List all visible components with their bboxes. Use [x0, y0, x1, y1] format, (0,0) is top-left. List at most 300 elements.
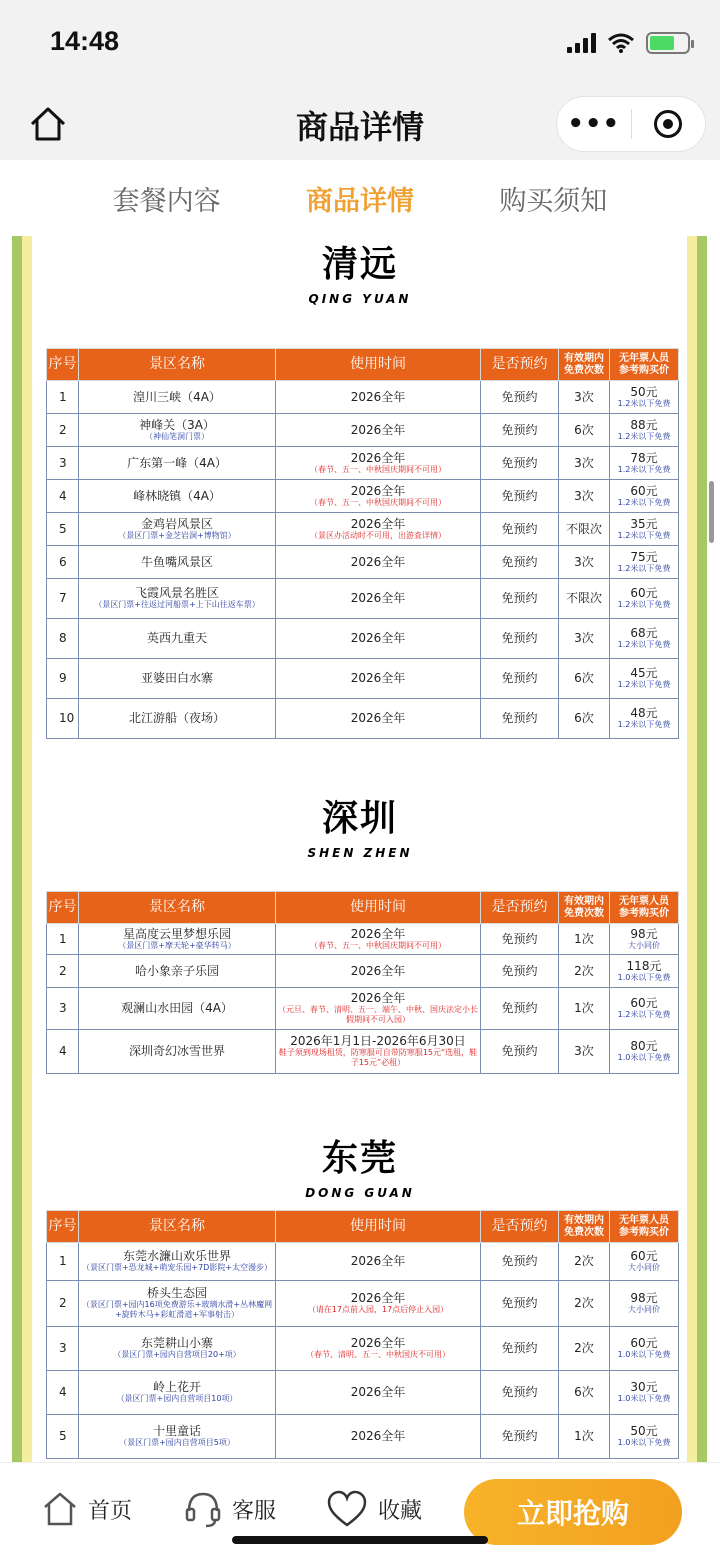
price: 60元	[630, 1249, 658, 1263]
price-note: 1.2米以下免费	[617, 497, 671, 507]
free-count: 不限次	[559, 513, 610, 546]
scenic-name-cell	[79, 1030, 276, 1074]
header-price-line2: 参考购买价	[619, 1226, 669, 1238]
home-tab-button[interactable]	[42, 1487, 132, 1531]
price: 50元	[630, 384, 658, 399]
ticket-table-shenzhen	[46, 891, 679, 1074]
price-note: 1.0米以下免费	[617, 1394, 671, 1403]
use-time: 2026全年	[350, 483, 406, 498]
reservation-status: 免预约	[481, 513, 559, 546]
scenic-name-cell	[79, 1371, 276, 1415]
use-time-note: （元旦、春节、清明、五一、端午、中秋、国庆法定小长假期间不可入园）	[278, 1005, 478, 1024]
table-row	[47, 1371, 679, 1415]
price-cell	[610, 1281, 679, 1327]
reservation-status: 免预约	[481, 1030, 559, 1074]
price: 68元	[630, 626, 658, 640]
price: 98元	[630, 926, 658, 941]
price-note: 1.2米以下免费	[617, 640, 671, 649]
table-row	[47, 924, 679, 955]
price-cell	[610, 988, 679, 1030]
use-time-cell	[276, 1243, 481, 1281]
reservation-status: 免预约	[481, 381, 559, 414]
scenic-includes: （景区门票+往返过河船票+上下山往返车票）	[94, 600, 260, 609]
free-count: 6次	[559, 659, 610, 699]
table-row	[47, 1327, 679, 1371]
scenic-name: 岭上花开	[152, 1380, 201, 1394]
scenic-includes: （景区门票+园内自营项目10项）	[116, 1394, 238, 1403]
price-cell	[610, 1243, 679, 1281]
free-count: 1次	[559, 988, 610, 1030]
use-time: 2026全年	[350, 389, 406, 404]
use-time-note: （景区办活动时不可用，出游查详情）	[310, 530, 446, 540]
city-pinyin: QING YUAN	[308, 292, 412, 306]
close-circle-icon	[654, 110, 682, 138]
favorite-button[interactable]	[326, 1487, 422, 1531]
row-index: 5	[47, 1415, 79, 1459]
price: 75元	[630, 549, 658, 564]
use-time-cell	[276, 955, 481, 988]
header-free-count	[559, 349, 610, 381]
scenic-name-cell	[79, 988, 276, 1030]
table-row	[47, 447, 679, 480]
scenic-name: 星高度云里梦想乐园	[122, 926, 231, 941]
scenic-includes: （景区门票+园内16项免费游乐+玻璃水滑+丛林魔网+旋转木马+彩虹滑道+军事射击）	[81, 1300, 273, 1319]
use-time-cell	[276, 699, 481, 739]
row-index: 10	[47, 699, 79, 739]
use-time-cell	[276, 619, 481, 659]
price-note: 1.2米以下免费	[617, 530, 671, 540]
header-reservation: 是否预约	[481, 1211, 559, 1243]
use-time-note: （春节、五一、中秋国庆期间不可用）	[310, 940, 446, 950]
tab-bar	[0, 160, 720, 236]
use-time: 2026全年	[350, 1429, 406, 1443]
free-count: 3次	[559, 480, 610, 513]
tab-package[interactable]: 套餐内容	[112, 185, 221, 217]
price-cell	[610, 480, 679, 513]
reservation-status: 免预约	[481, 1327, 559, 1371]
price-cell	[610, 1415, 679, 1459]
heart-icon	[326, 1490, 368, 1528]
free-count: 不限次	[559, 579, 610, 619]
price-cell	[610, 924, 679, 955]
use-time: 2026全年	[350, 963, 406, 978]
close-button[interactable]	[632, 110, 706, 138]
free-count: 3次	[559, 1030, 610, 1074]
table-row	[47, 579, 679, 619]
use-time: 2026全年	[350, 1336, 406, 1350]
price-cell	[610, 1371, 679, 1415]
use-time-cell	[276, 1281, 481, 1327]
use-time-cell	[276, 1371, 481, 1415]
header-reference-price	[610, 1211, 679, 1243]
table-header-row	[47, 892, 679, 924]
price-cell	[610, 546, 679, 579]
header-price-line2: 参考购买价	[619, 364, 669, 376]
header-free-count	[559, 1211, 610, 1243]
header-use-time: 使用时间	[276, 892, 481, 924]
scenic-includes: （神仙笔洞门票）	[145, 431, 209, 441]
price-note: 1.2米以下免费	[617, 398, 671, 408]
price: 48元	[630, 706, 658, 720]
section-title-dongguan	[0, 1138, 720, 1200]
table-row	[47, 699, 679, 739]
free-count: 2次	[559, 1327, 610, 1371]
reservation-status: 免预约	[481, 1415, 559, 1459]
use-time: 2026全年	[350, 926, 406, 941]
free-count: 3次	[559, 546, 610, 579]
reservation-status: 免预约	[481, 579, 559, 619]
scenic-name-cell	[79, 699, 276, 739]
use-time-cell	[276, 546, 481, 579]
price: 118元	[626, 958, 662, 973]
table-row	[47, 381, 679, 414]
header-price-line2: 参考购买价	[619, 907, 669, 919]
header-reference-price	[610, 892, 679, 924]
row-index: 1	[47, 1243, 79, 1281]
use-time-cell	[276, 1415, 481, 1459]
row-index: 3	[47, 447, 79, 480]
price-note: 1.0米以下免费	[617, 1053, 671, 1062]
reservation-status: 免预约	[481, 924, 559, 955]
table-row	[47, 1281, 679, 1327]
price: 78元	[630, 450, 658, 465]
reservation-status: 免预约	[481, 659, 559, 699]
free-count: 3次	[559, 381, 610, 414]
section-title-shenzhen	[0, 798, 720, 860]
nav-bar	[0, 88, 720, 160]
use-time: 2026全年	[350, 1254, 406, 1268]
price: 30元	[630, 1380, 658, 1394]
use-time-note: （春节、五一、中秋国庆期间不可用）	[310, 497, 446, 507]
price-cell	[610, 1327, 679, 1371]
scenic-name-cell	[79, 1415, 276, 1459]
free-count: 3次	[559, 447, 610, 480]
reservation-status: 免预约	[481, 1281, 559, 1327]
signal-icon	[567, 33, 596, 53]
header-scenic-name: 景区名称	[79, 892, 276, 924]
status-bar	[0, 0, 720, 88]
free-count: 6次	[559, 699, 610, 739]
scenic-name-cell	[79, 659, 276, 699]
use-time-cell	[276, 988, 481, 1030]
header-scenic-name: 景区名称	[79, 349, 276, 381]
tab-details[interactable]: 商品详情	[305, 185, 414, 217]
row-index: 4	[47, 1371, 79, 1415]
reservation-status: 免预约	[481, 447, 559, 480]
reservation-status: 免预约	[481, 699, 559, 739]
reservation-status: 免预约	[481, 1371, 559, 1415]
more-dots-icon[interactable]: •••	[567, 109, 621, 139]
header-price-line1: 无年票人员	[619, 352, 669, 364]
buy-now-button[interactable]: 立即抢购	[464, 1479, 682, 1545]
scenic-includes: （景区门票+金芝岩洞+博物馆）	[118, 530, 236, 540]
price: 88元	[630, 417, 658, 432]
table-row	[47, 414, 679, 447]
use-time: 2026全年	[350, 591, 406, 605]
scenic-name: 东莞水濂山欢乐世界	[122, 1249, 231, 1263]
scenic-name: 东莞耕山小寨	[140, 1336, 213, 1350]
row-index: 3	[47, 1327, 79, 1371]
row-index: 4	[47, 1030, 79, 1074]
use-time: 2026全年	[350, 450, 406, 465]
price-cell	[610, 447, 679, 480]
ticket-table-qingyuan	[46, 348, 679, 739]
price: 60元	[630, 586, 658, 600]
use-time-cell	[276, 1030, 481, 1074]
header-free-count-line2: 免费次数	[564, 907, 604, 919]
price: 60元	[630, 1336, 658, 1350]
status-time: 14:48	[50, 26, 120, 56]
price-note: 1.2米以下免费	[617, 464, 671, 474]
row-index: 4	[47, 480, 79, 513]
scenic-name: 英西九重天	[146, 631, 207, 645]
use-time: 2026全年	[350, 711, 406, 725]
reservation-status: 免预约	[481, 1243, 559, 1281]
free-count: 6次	[559, 414, 610, 447]
favorite-label: 收藏	[378, 1498, 423, 1524]
status-icons	[567, 32, 690, 54]
header-price-line1: 无年票人员	[619, 1214, 669, 1226]
scenic-name: 峰林晓镇（4A）	[133, 488, 221, 503]
header-reservation: 是否预约	[481, 892, 559, 924]
price-note: 1.2米以下免费	[617, 680, 671, 689]
price-note: 大小同价	[628, 940, 660, 950]
scrollbar[interactable]	[709, 481, 714, 543]
price-cell	[610, 414, 679, 447]
scenic-name: 北江游船（夜场）	[128, 711, 225, 725]
use-time: 2026全年	[350, 991, 406, 1005]
city-pinyin: SHEN ZHEN	[307, 846, 413, 860]
row-index: 2	[47, 1281, 79, 1327]
use-time-cell	[276, 579, 481, 619]
header-use-time: 使用时间	[276, 1211, 481, 1243]
reservation-status: 免预约	[481, 546, 559, 579]
use-time-cell	[276, 513, 481, 546]
price-cell	[610, 513, 679, 546]
use-time: 2026全年	[350, 671, 406, 685]
use-time: 2026年1月1日-2026年6月30日	[290, 1034, 466, 1048]
page-title: 商品详情	[295, 108, 424, 146]
price-note: 1.2米以下免费	[617, 1010, 671, 1019]
use-time-cell	[276, 414, 481, 447]
price-cell	[610, 1030, 679, 1074]
use-time: 2026全年	[350, 1385, 406, 1399]
headset-icon	[184, 1489, 222, 1529]
use-time-cell	[276, 381, 481, 414]
scenic-name-cell	[79, 955, 276, 988]
header-free-count	[559, 892, 610, 924]
header-scenic-name: 景区名称	[79, 1211, 276, 1243]
scenic-name-cell	[79, 447, 276, 480]
table-row	[47, 513, 679, 546]
scenic-name: 桥头生态园	[146, 1286, 207, 1300]
price-note: 1.0米以下免费	[617, 972, 671, 982]
table-row	[47, 480, 679, 513]
free-count: 2次	[559, 955, 610, 988]
mini-program-capsule	[556, 96, 706, 152]
scenic-name: 神峰关（3A）	[139, 417, 215, 432]
price: 60元	[630, 483, 658, 498]
service-label: 客服	[232, 1498, 277, 1524]
use-time-note: （春节、五一、中秋国庆期间不可用）	[310, 464, 446, 474]
reservation-status: 免预约	[481, 955, 559, 988]
row-index: 9	[47, 659, 79, 699]
use-time-cell	[276, 659, 481, 699]
free-count: 1次	[559, 924, 610, 955]
price-note: 1.2米以下免费	[617, 563, 671, 573]
header-free-count-line2: 免费次数	[564, 364, 604, 376]
detail-content[interactable]	[0, 236, 720, 1462]
header-index: 序号	[47, 1211, 79, 1243]
price: 98元	[630, 1291, 658, 1305]
price: 80元	[630, 1039, 658, 1053]
header-free-count-line1: 有效期内	[564, 1214, 604, 1226]
header-price-line1: 无年票人员	[619, 895, 669, 907]
scenic-name-cell	[79, 513, 276, 546]
reservation-status: 免预约	[481, 619, 559, 659]
table-header-row	[47, 349, 679, 381]
price-note: 1.0米以下免费	[617, 1438, 671, 1447]
price-cell	[610, 579, 679, 619]
price-note: 1.2米以下免费	[617, 431, 671, 441]
header-index: 序号	[47, 349, 79, 381]
use-time-cell	[276, 480, 481, 513]
scenic-name: 金鸡岩风景区	[140, 516, 213, 531]
use-time: 2026全年	[350, 1291, 406, 1305]
row-index: 3	[47, 988, 79, 1030]
header-use-time: 使用时间	[276, 349, 481, 381]
scenic-name-cell	[79, 1327, 276, 1371]
price: 35元	[630, 516, 658, 531]
scenic-name: 湟川三峡（4A）	[133, 389, 221, 404]
price-cell	[610, 955, 679, 988]
price: 45元	[630, 666, 658, 680]
scenic-name-cell	[79, 480, 276, 513]
use-time: 2026全年	[350, 554, 406, 569]
city-name: 东莞	[321, 1138, 398, 1179]
price-note: 1.0米以下免费	[617, 1350, 671, 1359]
home-indicator	[232, 1536, 488, 1544]
scenic-name-cell	[79, 1243, 276, 1281]
scenic-includes: （景区门票+园内自营项目5项）	[119, 1438, 235, 1447]
header-free-count-line1: 有效期内	[564, 895, 604, 907]
scenic-name: 观澜山水田园（4A）	[121, 1001, 233, 1015]
row-index: 5	[47, 513, 79, 546]
table-row	[47, 1243, 679, 1281]
row-index: 6	[47, 546, 79, 579]
row-index: 2	[47, 955, 79, 988]
use-time-cell	[276, 447, 481, 480]
use-time-note: （春节、清明、五一、中秋国庆不可用）	[306, 1350, 450, 1359]
section-title-qingyuan	[0, 244, 720, 306]
scenic-name: 亚婆田白水寨	[140, 671, 213, 685]
home-label: 首页	[88, 1498, 133, 1524]
wifi-icon	[608, 33, 634, 53]
scenic-name-cell	[79, 619, 276, 659]
table-row	[47, 1030, 679, 1074]
table-row	[47, 659, 679, 699]
scenic-name-cell	[79, 546, 276, 579]
city-name: 深圳	[321, 798, 398, 839]
price-cell	[610, 619, 679, 659]
row-index: 2	[47, 414, 79, 447]
use-time: 2026全年	[350, 422, 406, 437]
tab-notice[interactable]: 购买须知	[499, 185, 608, 217]
city-name: 清远	[321, 244, 398, 285]
free-count: 2次	[559, 1281, 610, 1327]
price-cell	[610, 659, 679, 699]
free-count: 3次	[559, 619, 610, 659]
table-row	[47, 1415, 679, 1459]
reservation-status: 免预约	[481, 414, 559, 447]
scenic-name-cell	[79, 414, 276, 447]
scenic-name: 牛鱼嘴风景区	[140, 554, 213, 569]
scenic-includes: （景区门票+园内自营项目20+项）	[113, 1350, 241, 1359]
city-pinyin: DONG GUAN	[305, 1186, 415, 1200]
use-time-cell	[276, 1327, 481, 1371]
free-count: 6次	[559, 1371, 610, 1415]
price-note: 大小同价	[628, 1305, 660, 1314]
price-cell	[610, 381, 679, 414]
table-row	[47, 619, 679, 659]
price-note: 大小同价	[628, 1263, 660, 1272]
table-row	[47, 546, 679, 579]
header-reference-price	[610, 349, 679, 381]
free-count: 1次	[559, 1415, 610, 1459]
header-reservation: 是否预约	[481, 349, 559, 381]
price-cell	[610, 699, 679, 739]
scenic-name: 十里童话	[152, 1424, 201, 1438]
price-note: 1.2米以下免费	[617, 720, 671, 729]
reservation-status: 免预约	[481, 480, 559, 513]
price-note: 1.2米以下免费	[617, 600, 671, 609]
use-time-note: （请在17点前入园，17点后停止入园）	[307, 1305, 449, 1314]
service-button[interactable]	[184, 1487, 276, 1531]
scenic-name: 深圳奇幻冰雪世界	[128, 1044, 225, 1058]
scenic-includes: （景区门票+恐龙城+萌宠乐园+7D影院+太空漫步）	[81, 1263, 273, 1272]
scenic-name-cell	[79, 579, 276, 619]
table-row	[47, 988, 679, 1030]
table-row	[47, 955, 679, 988]
price: 60元	[630, 996, 658, 1010]
row-index: 1	[47, 924, 79, 955]
row-index: 8	[47, 619, 79, 659]
header-free-count-line2: 免费次数	[564, 1226, 604, 1238]
scenic-name-cell	[79, 1281, 276, 1327]
row-index: 7	[47, 579, 79, 619]
battery-icon	[646, 32, 690, 54]
row-index: 1	[47, 381, 79, 414]
header-free-count-line1: 有效期内	[564, 352, 604, 364]
free-count: 2次	[559, 1243, 610, 1281]
table-header-row	[47, 1211, 679, 1243]
home-icon	[42, 1490, 78, 1528]
use-time-cell	[276, 924, 481, 955]
reservation-status: 免预约	[481, 988, 559, 1030]
use-time: 2026全年	[350, 516, 406, 531]
scenic-name: 飞霞风景名胜区	[134, 586, 219, 600]
scenic-name: 广东第一峰（4A）	[127, 455, 227, 470]
header-index: 序号	[47, 892, 79, 924]
use-time: 2026全年	[350, 631, 406, 645]
scenic-name-cell	[79, 924, 276, 955]
price: 50元	[630, 1424, 658, 1438]
ticket-table-dongguan	[46, 1210, 679, 1459]
scenic-name-cell	[79, 381, 276, 414]
scenic-includes: （景区门票+摩天轮+豪华转马）	[118, 940, 236, 950]
scenic-name: 哈小象亲子乐园	[134, 963, 219, 978]
use-time-note: 鞋子须到现场租赁，防寒服可自带防寒服15元“选租，鞋子15元”必租）	[278, 1048, 478, 1067]
